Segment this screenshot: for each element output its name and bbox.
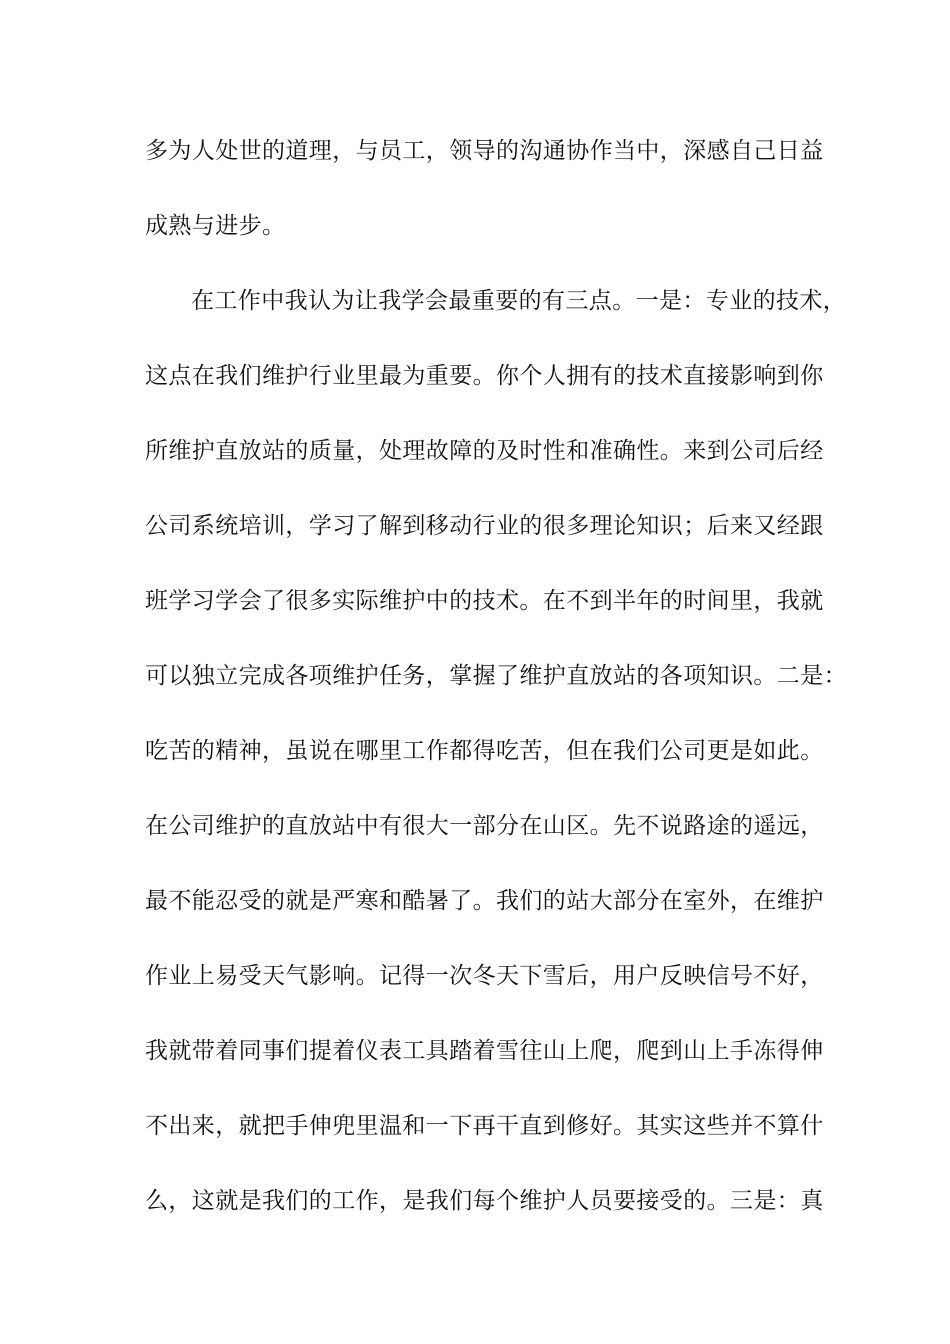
text-line: 可以独立完成各项维护任务，掌握了维护直放站的各项知识。二是： bbox=[145, 663, 847, 689]
text-line: 所维护直放站的质量，处理故障的及时性和准确性。来到公司后经 bbox=[145, 438, 824, 464]
body-text bbox=[145, 128, 847, 1253]
text-line: 吃苦的精神，虽说在哪里工作都得吃苦，但在我们公司更是如此。 bbox=[145, 738, 824, 764]
text-line: 成熟与进步。 bbox=[145, 213, 286, 239]
text-line: 公司系统培训，学习了解到移动行业的很多理论知识；后来又经跟 bbox=[145, 513, 824, 539]
paragraph-start-line: 在工作中我认为让我学会最重要的有三点。一是：专业的技术， bbox=[191, 288, 847, 314]
text-line: 不出来，就把手伸兜里温和一下再干直到修好。其实这些并不算什 bbox=[145, 1113, 824, 1139]
text-line: 班学习学会了很多实际维护中的技术。在不到半年的时间里，我就 bbox=[145, 588, 824, 614]
text-line: 作业上易受天气影响。记得一次冬天下雪后，用户反映信号不好， bbox=[145, 963, 824, 989]
text-line: 多为人处世的道理，与员工，领导的沟通协作当中，深感自己日益 bbox=[145, 138, 824, 164]
text-line: 么，这就是我们的工作，是我们每个维护人员要接受的。三是：真 bbox=[145, 1188, 824, 1214]
text-line: 最不能忍受的就是严寒和酷暑了。我们的站大部分在室外，在维护 bbox=[145, 888, 824, 914]
text-line: 在公司维护的直放站中有很大一部分在山区。先不说路途的遥远， bbox=[145, 813, 824, 839]
text-line: 这点在我们维护行业里最为重要。你个人拥有的技术直接影响到你 bbox=[145, 363, 824, 389]
text-line: 我就带着同事们提着仪表工具踏着雪往山上爬，爬到山上手冻得伸 bbox=[145, 1038, 824, 1064]
